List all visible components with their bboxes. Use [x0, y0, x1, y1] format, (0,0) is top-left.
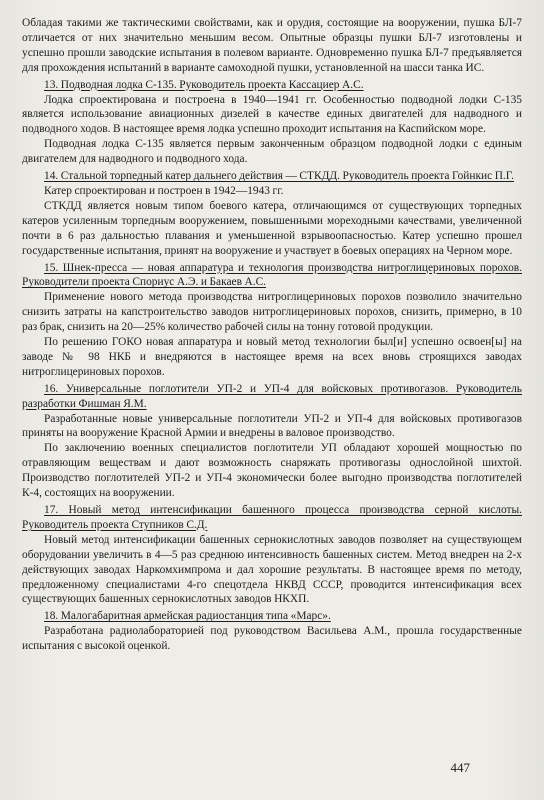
page-number: 447 [450, 760, 470, 775]
paragraph-bl7-gun: Обладая такими же тактическими свойствами, как и орудия, состоящие на вооружении, пушка БЛ-7 отличается от них значительно меньшим весом. Опытные образцы пушки БЛ-7 изготовлены и успешно прошли заводские испытания в полевом варианте. Одновременно пушка БЛ-7 предъявляется для прохождения испытаний в варианте самоходной пушки, установленной на шасси танка ИС. [22, 17, 522, 74]
paragraph-absorbers-adopted: Разработанные новые универсальные поглотители УП-2 и УП-4 для войсковых противогазов приняты на вооружение Красной Армии и внедрены в валовое производство. [22, 412, 522, 440]
paragraph-goko-decision: По решению ГОКО новая аппаратура и новый метод технологии был[и] успешно освоен[ы] на заводе № 98 НКБ и внедряются в настоящее время на всех вновь строящихся заводах нитроглицериновых порохов. [22, 336, 522, 378]
paragraph-radio-developed: Разработана радиолабораторией под руководством Васильева А.М., прошла государственные испытания с высокой оценкой. [22, 625, 522, 653]
heading-17-sulfuric-acid: 17. Новый метод интенсификации башенного процесса производства серной кислоты. Руководитель проекта Ступников С.Д. [22, 504, 522, 531]
paragraph-absorbers-conclusion: По заключению военных специалистов поглотители УП обладают хорошей мощностью по отравляющим веществам и дают возможность снаряжать противогазы однослойной шихтой. Производство поглотителей УП-2 и УП-4 экономически более выгодно производства поглотителей К-4, состоящих на вооружении. [22, 442, 522, 500]
heading-16-absorbers: 16. Универсальные поглотители УП-2 и УП-4 для войсковых противогазов. Руководитель разработки Фишман Я.М. [22, 382, 522, 410]
paragraph-intensification: Новый метод интенсификации башенных сернокислотных заводов позволяет на существующем оборудовании увеличить в 4—5 раз среднюю интенсивность башенных систем. Метод внедрен на 2-х действующих заводах Наркомхимпрома и дал хорошие результаты. В настоящее время по методу, предложенному специалистами 4-го спецотдела НКВД СССР, проводится интенсификация всех существующих башенных сернокислотных заводов НКХП. [22, 533, 522, 606]
heading-18-radio-station: 18. Малогабаритная армейская радиостанция типа «Марс». [44, 610, 331, 623]
paragraph-submarine-first: Подводная лодка С-135 является первым законченным образцом подводной лодки с единым двигателем для надводного и подводного хода. [22, 138, 522, 166]
paragraph-new-method: Применение нового метода производства нитроглицериновых порохов позволило значительно снизить затраты на капстроительство заводов нитроглицериновых порохов, снизить, примерно, в 10 раз брак, снизить на 20—25% количество рабочей силы на тонну готовой продукции. [22, 291, 522, 334]
paragraph-submarine-design: Лодка спроектирована и построена в 1940—1941 гг. Особенностью подводной лодки С-135 является использование авиационных дизелей в качестве единых двигателей для надводного и подводного ходов. В настоящее время лодка успешно проходит испытания на Каспийском море. [22, 93, 522, 136]
paragraph-boat-built: Катер спроектирован и построен в 1942—1943 гг. [44, 184, 284, 197]
heading-13-submarine: 13. Подводная лодка С-135. Руководитель проекта Кассациер А.С. [44, 78, 364, 91]
heading-15-screw-press: 15. Шнек-пресса — новая аппаратура и технология производства нитроглицериновых порохов. Руководители проекта Спориус А.Э. и Бакаев А.С. [22, 261, 522, 289]
heading-14-torpedo-boat: 14. Стальной торпедный катер дальнего действия — СТКДД. Руководитель проекта Гойнкис П.Г. [44, 170, 514, 183]
paragraph-stkdd: СТКДД является новым типом боевого катера, отличающимся от существующих торпедных катеров усиленным торпедным вооружением, повышенными мореходными качествами, увеличенной почти в 6 раз дальностью плавания и уменьшенной взрывоопасностью. Катер успешно прошел государственные испытания, принят на вооружение и участвует в боевых операциях на Черном море. [22, 199, 522, 257]
